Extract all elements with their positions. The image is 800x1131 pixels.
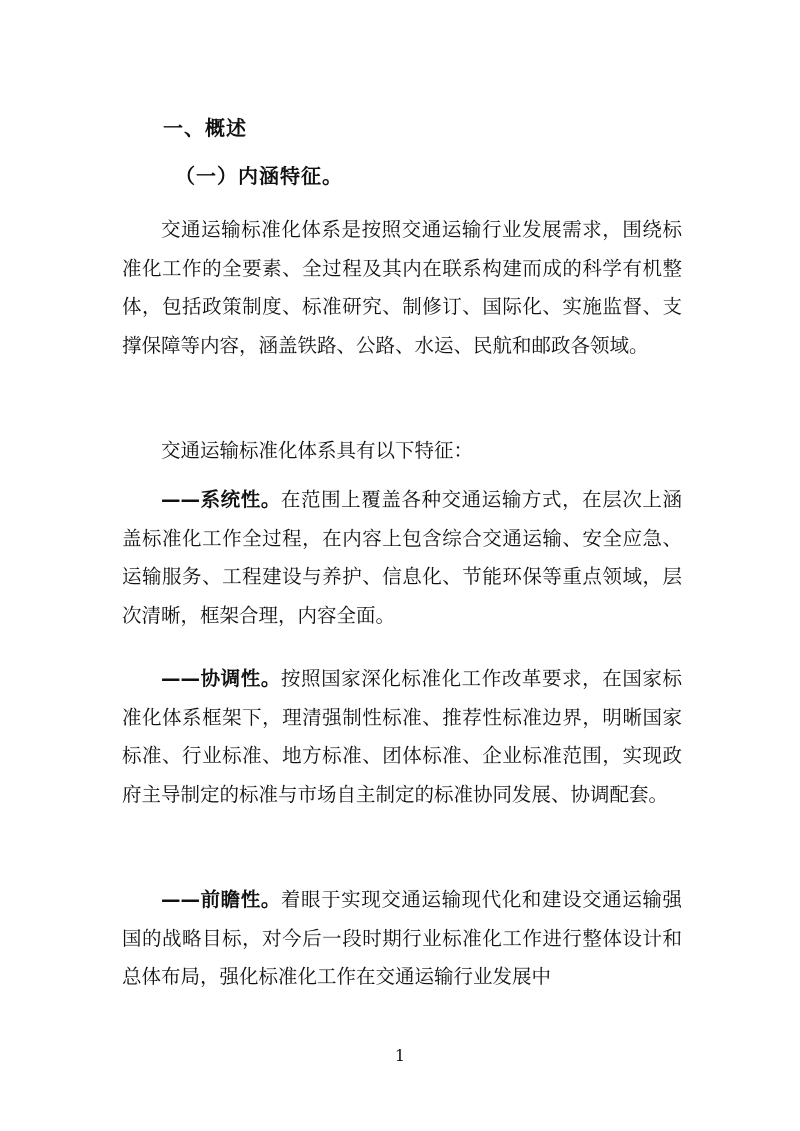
page-number: 1 (394, 1046, 406, 1065)
paragraph-text: 交通运输标准化体系具有以下特征： (161, 439, 474, 462)
paragraph-intro (122, 432, 682, 471)
paragraph-lead: ——系统性。 (161, 488, 281, 511)
section-heading: 一、概述 (163, 116, 247, 140)
paragraph-text: 交通运输标准化体系是按照交通运输行业发展需求，围绕标准化工作的全要素、全过程及其内在联系构建而成的科学有机整体，包括政策制度、标准研究、制修订、国际化、实施监督、支撑保障等内容，涵盖铁路、公路、水运、民航和邮政各领域。 (122, 218, 682, 357)
paragraph-text: 在范围上覆盖各种交通运输方式，在层次上涵盖标准化工作全过程，在内容上包含综合交通运输、安全应急、运输服务、工程建设与养护、信息化、节能环保等重点领域，层次清晰，框架合理，内容全面。 (122, 488, 682, 627)
paragraph-text: 按照国家深化标准化工作改革要求，在国家标准化体系框架下，理清强制性标准、推荐性标准边界，明晰国家标准、行业标准、地方标准、团体标准、企业标准范围，实现政府主导制定的标准与市场自主制定的标准协同发展、协调配套。 (122, 667, 682, 806)
paragraph-lead: ——前瞻性。 (161, 888, 281, 911)
paragraph-coordination (122, 660, 682, 814)
paragraph-text: 着眼于实现交通运输现代化和建设交通运输强国的战略目标，对今后一段时期行业标准化工作进行整体设计和总体布局，强化标准化工作在交通运输行业发展中 (122, 888, 682, 988)
paragraph-definition (122, 211, 682, 365)
subsection-heading: （一）内涵特征。 (175, 164, 343, 188)
paragraph-systematic (122, 481, 682, 635)
paragraph-forward-looking (122, 881, 682, 997)
paragraph-lead: ——协调性。 (161, 667, 281, 690)
